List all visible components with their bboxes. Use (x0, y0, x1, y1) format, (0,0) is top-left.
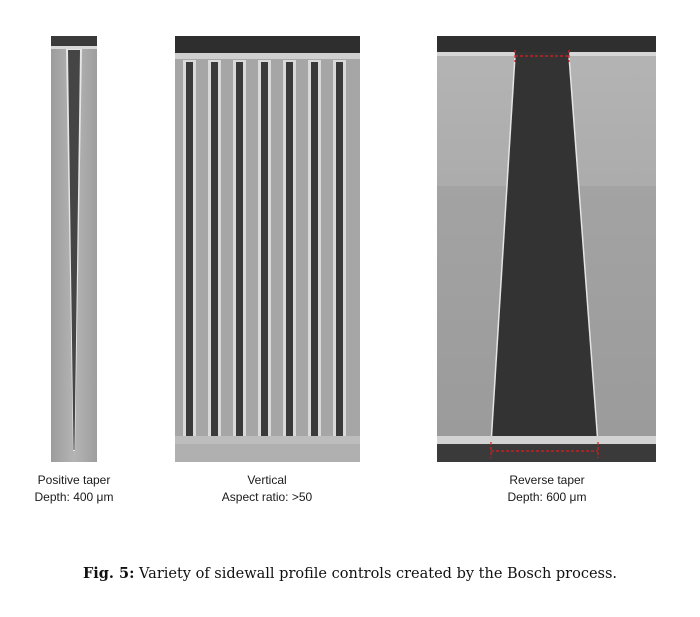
label-vertical-line1: Vertical (247, 473, 287, 487)
label-reverse-taper (467, 472, 627, 506)
label-positive-taper-line2: Depth: 400 μm (34, 490, 114, 504)
sem-image-reverse-taper (437, 36, 656, 462)
sem-image-vertical (175, 36, 360, 462)
label-vertical-line2: Aspect ratio: >50 (221, 490, 313, 504)
label-positive-taper-line1: Positive taper (37, 473, 111, 487)
label-reverse-taper-line1: Reverse taper (509, 473, 585, 487)
figure-caption (0, 565, 700, 582)
label-reverse-taper-line2: Depth: 600 μm (507, 490, 587, 504)
figure-caption-text: Variety of sidewall profile controls created by the Bosch process. (139, 566, 618, 582)
label-positive-taper (14, 472, 134, 506)
figure-label: Fig. 5: (82, 565, 135, 582)
sem-image-positive-taper (51, 36, 97, 462)
label-vertical (187, 472, 347, 506)
